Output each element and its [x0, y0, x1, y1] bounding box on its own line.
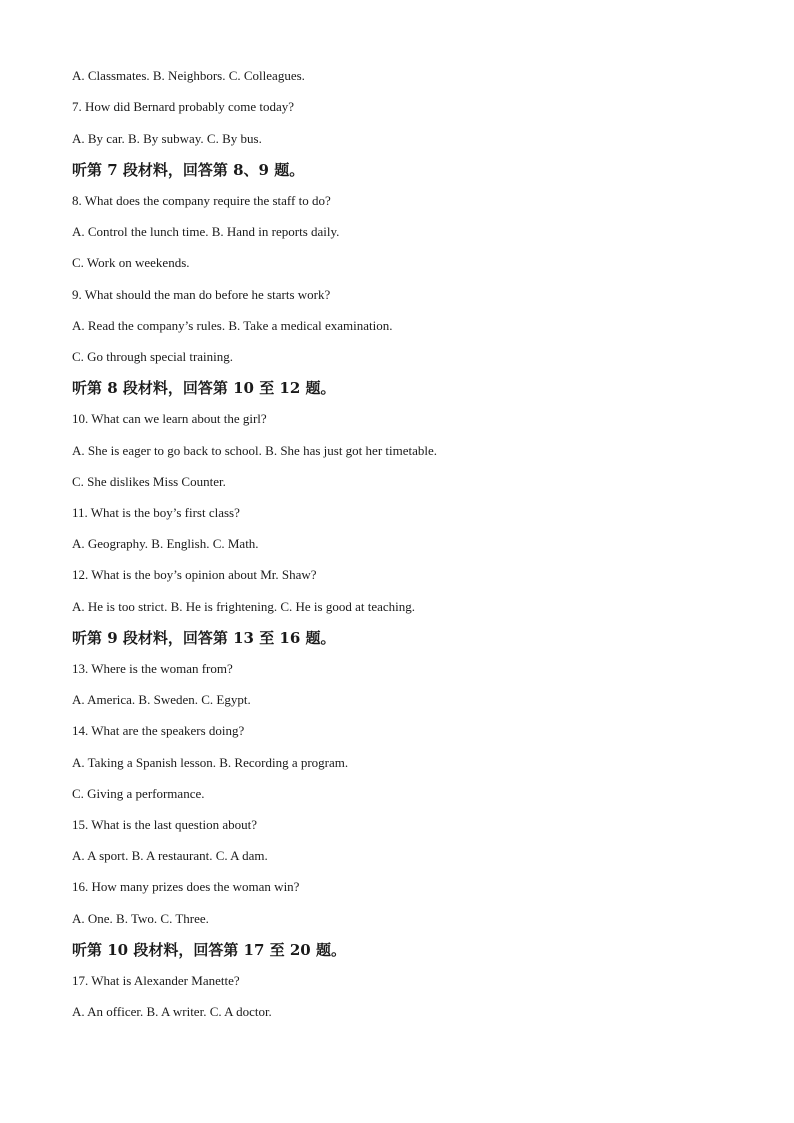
- question-12: 12. What is the boy’s opinion about Mr. Shaw?: [72, 567, 317, 582]
- answer-options: A. One. B. Two. C. Three.: [72, 911, 209, 926]
- answer-options: C. She dislikes Miss Counter.: [72, 474, 226, 489]
- question-10: 10. What can we learn about the girl?: [72, 411, 267, 426]
- answer-options: A. A sport. B. A restaurant. C. A dam.: [72, 848, 268, 863]
- section-heading-9: 听第 9 段材料，回答第 13 至 16 题。: [72, 629, 336, 647]
- question-9: 9. What should the man do before he starts work?: [72, 287, 331, 302]
- section-heading-10: 听第 10 段材料，回答第 17 至 20 题。: [72, 941, 346, 959]
- answer-options: A. Read the company’s rules. B. Take a medical examination.: [72, 318, 393, 333]
- question-8: 8. What does the company require the staff to do?: [72, 193, 331, 208]
- question-13: 13. Where is the woman from?: [72, 661, 233, 676]
- answer-options: A. An officer. B. A writer. C. A doctor.: [72, 1004, 272, 1019]
- answer-options: A. She is eager to go back to school. B. She has just got her timetable.: [72, 443, 438, 458]
- answer-options: A. Control the lunch time. B. Hand in reports daily.: [72, 224, 340, 239]
- answer-options: A. Taking a Spanish lesson. B. Recording a program.: [72, 755, 349, 770]
- question-15: 15. What is the last question about?: [72, 817, 257, 832]
- answer-options: C. Work on weekends.: [72, 255, 190, 270]
- answer-options: A. By car. B. By subway. C. By bus.: [72, 131, 262, 146]
- question-11: 11. What is the boy’s first class?: [72, 505, 240, 520]
- question-14: 14. What are the speakers doing?: [72, 723, 245, 738]
- section-heading-8: 听第 8 段材料，回答第 10 至 12 题。: [72, 379, 336, 397]
- answer-options: A. He is too strict. B. He is frightening. C. He is good at teaching.: [72, 599, 416, 614]
- answer-options: A. Classmates. B. Neighbors. C. Colleagues.: [72, 68, 305, 83]
- answer-options: A. Geography. B. English. C. Math.: [72, 536, 259, 551]
- answer-options: A. America. B. Sweden. C. Egypt.: [72, 692, 251, 707]
- answer-options: C. Go through special training.: [72, 349, 234, 364]
- answer-options: C. Giving a performance.: [72, 786, 205, 801]
- question-7: 7. How did Bernard probably come today?: [72, 99, 295, 114]
- question-17: 17. What is Alexander Manette?: [72, 973, 240, 988]
- question-16: 16. How many prizes does the woman win?: [72, 879, 300, 894]
- section-heading-7: 听第 7 段材料，回答第 8、9 题。: [72, 161, 305, 179]
